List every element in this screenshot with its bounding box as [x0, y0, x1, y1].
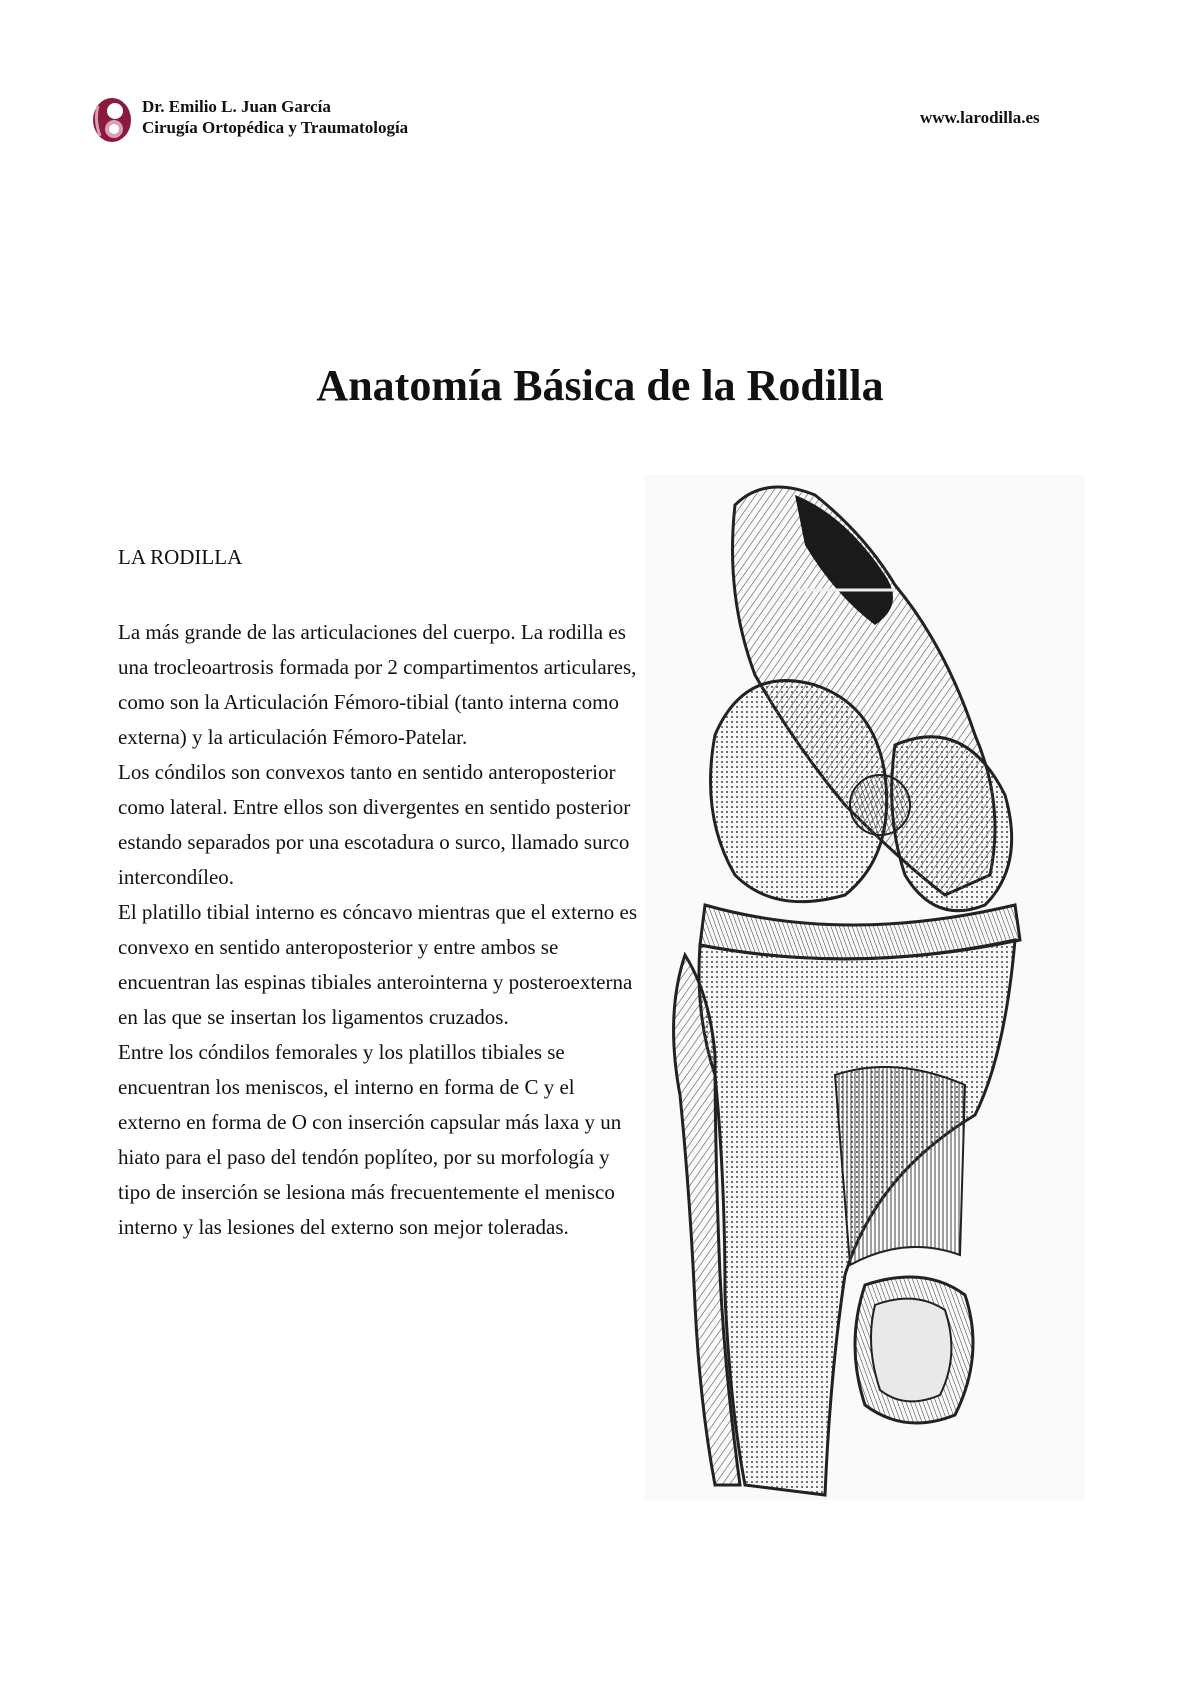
- author-specialty: Cirugía Ortopédica y Traumatología: [142, 118, 409, 137]
- paragraph: La más grande de las articulaciones del cuerpo. La rodilla es una trocleoartrosis formada por 2 compartimentos articulares, como son la Articulación Fémoro-tibial (tanto interna como externa) y la articulación Fémoro-Patelar.: [118, 620, 637, 749]
- knee-drawing: [645, 475, 1085, 1500]
- body-text: [118, 615, 638, 1245]
- knee-logo-icon: [90, 96, 134, 144]
- section-heading: LA RODILLA: [118, 545, 243, 569]
- paragraph: Los cóndilos son convexos tanto en sentido anteroposterior como lateral. Entre ellos son divergentes en sentido posterior estando separados por una escotadura o surco, llamado surco intercondíleo.: [118, 760, 631, 889]
- author-block: [142, 96, 408, 138]
- page-title: Anatomía Básica de la Rodilla: [316, 361, 884, 410]
- paragraph: Entre los cóndilos femorales y los platillos tibiales se encuentran los meniscos, el interno en forma de C y el externo en forma de O con inserción capsular más laxa y un hiato para el paso del tendón poplíteo, por su morfología y tipo de inserción se lesiona más frecuentemente el menisco interno y las lesiones del externo son mejor toleradas.: [118, 1040, 622, 1239]
- knee-anatomy-illustration: [645, 475, 1085, 1500]
- page-header: [90, 96, 1090, 146]
- website-link[interactable]: www.larodilla.es: [920, 108, 1040, 127]
- author-name: Dr. Emilio L. Juan García: [142, 97, 331, 116]
- paragraph: El platillo tibial interno es cóncavo mientras que el externo es convexo en sentido anteroposterior y entre ambos se encuentran las espinas tibiales anterointerna y posteroexterna en las que se insertan los ligamentos cruzados.: [118, 900, 638, 1029]
